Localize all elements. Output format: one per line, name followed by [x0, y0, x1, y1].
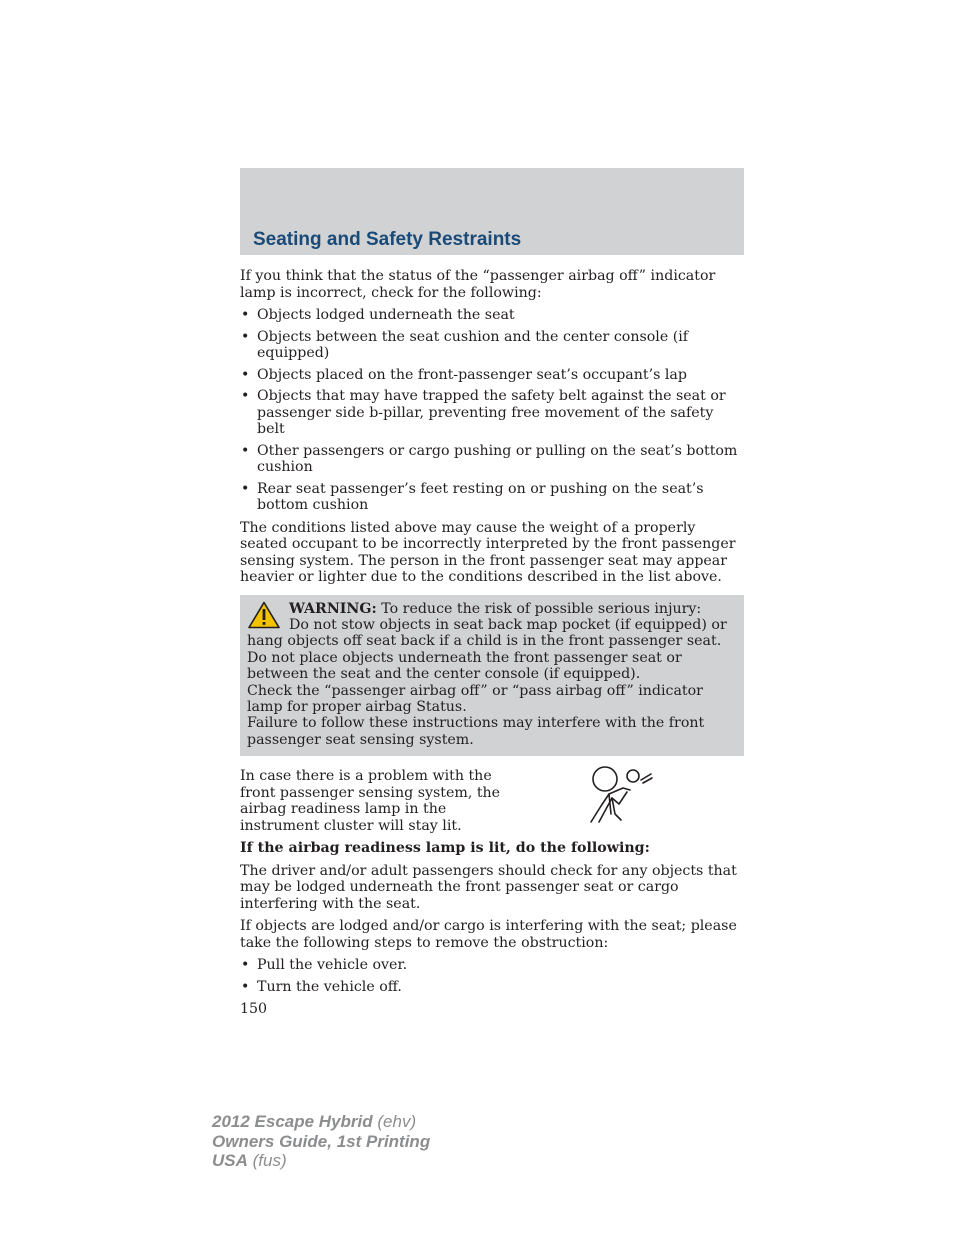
bullet-marker: • [241, 442, 250, 459]
bullet-marker: • [241, 307, 250, 323]
list-item [240, 367, 744, 384]
list-item [240, 957, 744, 974]
footer-model-code: (ehv) [372, 1112, 417, 1131]
footer-line-3 [212, 1151, 430, 1171]
bullet-marker: • [241, 328, 250, 345]
footer-edition-info [212, 1112, 430, 1171]
section-header-band [240, 168, 744, 255]
footer-model: 2012 Escape Hybrid [212, 1112, 373, 1131]
list-item [240, 481, 744, 514]
intro-paragraph: If you think that the status of the “passenger airbag off” indicator lamp is incorrect, check for the following: [240, 268, 716, 301]
bullet-marker: • [241, 388, 250, 404]
list-item-text: Objects that may have trapped the safety belt against the seat or passenger side b-pillar, preventing free movement of the safety belt [257, 388, 726, 437]
footer-line-2 [212, 1132, 430, 1152]
airbag-readiness-icon [585, 764, 655, 826]
airbag-paragraph: In case there is a problem with the front passenger sensing system, the airbag readiness lamp in the instrument cluster will stay lit. [240, 768, 501, 834]
warning-line-4: Failure to follow these instructions may interfere with the front passenger seat sensing system. [247, 715, 705, 748]
warning-label: WARNING: [289, 600, 377, 617]
bullet-marker: • [241, 957, 250, 974]
bullet-marker: • [241, 978, 250, 995]
footer-guide: Owners Guide, 1st Printing [212, 1131, 431, 1151]
warning-line-1: Do not stow objects in seat back map pocket (if equipped) or hang objects off seat back if a child is in the front passenger seat. [247, 616, 727, 650]
conditions-paragraph: The conditions listed above may cause the weight of a properly seated occupant to be incorrectly interpreted by the front passenger sensing system. The person in the front passenger seat may appear heavier or lighter due to the conditions described in the list above. [240, 519, 736, 585]
list-item-text: Objects lodged underneath the seat [257, 307, 515, 323]
list-item [240, 388, 744, 438]
section-title: Seating and Safety Restraints [253, 229, 522, 250]
steps-list [240, 957, 744, 995]
list-item-text: Objects placed on the front-passenger seat’s occupant’s lap [257, 366, 687, 383]
page-content [240, 268, 744, 1018]
list-item [240, 329, 744, 362]
airbag-readiness-section [240, 768, 744, 834]
list-item [240, 307, 744, 324]
warning-line-3: Check the “passenger airbag off” or “pass airbag off” indicator lamp for proper airbag Status. [247, 682, 703, 715]
list-item-text: Turn the vehicle off. [257, 978, 402, 995]
list-item-text: Rear seat passenger’s feet resting on or pushing on the seat’s bottom cushion [257, 480, 704, 513]
lit-heading: If the airbag readiness lamp is lit, do the following: [240, 840, 650, 857]
bullet-marker: • [241, 366, 250, 383]
list-item [240, 979, 744, 996]
steps-intro: If objects are lodged and/or cargo is interfering with the seat; please take the following steps to remove the obstruction: [240, 918, 737, 951]
warning-triangle-icon [248, 601, 280, 629]
warning-lead: To reduce the risk of possible serious injury: [376, 600, 702, 617]
driver-paragraph: The driver and/or adult passengers should check for any objects that may be lodged underneath the front passenger seat or cargo interfering with the seat. [240, 862, 737, 912]
list-item-text: Objects between the seat cushion and the center console (if equipped) [257, 328, 689, 361]
list-item-text: Other passengers or cargo pushing or pulling on the seat’s bottom cushion [257, 442, 738, 475]
page-number: 150 [240, 1001, 268, 1018]
warning-heading [247, 601, 736, 617]
check-list [240, 307, 744, 514]
warning-box [240, 595, 744, 757]
footer-market-code: (fus) [247, 1151, 287, 1170]
footer-market: USA [212, 1151, 248, 1170]
list-item [240, 443, 744, 476]
bullet-marker: • [241, 480, 250, 497]
list-item-text: Pull the vehicle over. [257, 957, 408, 974]
warning-line-2: Do not place objects underneath the front passenger seat or between the seat and the center console (if equipped). [247, 649, 682, 683]
footer-line-1 [212, 1112, 430, 1132]
